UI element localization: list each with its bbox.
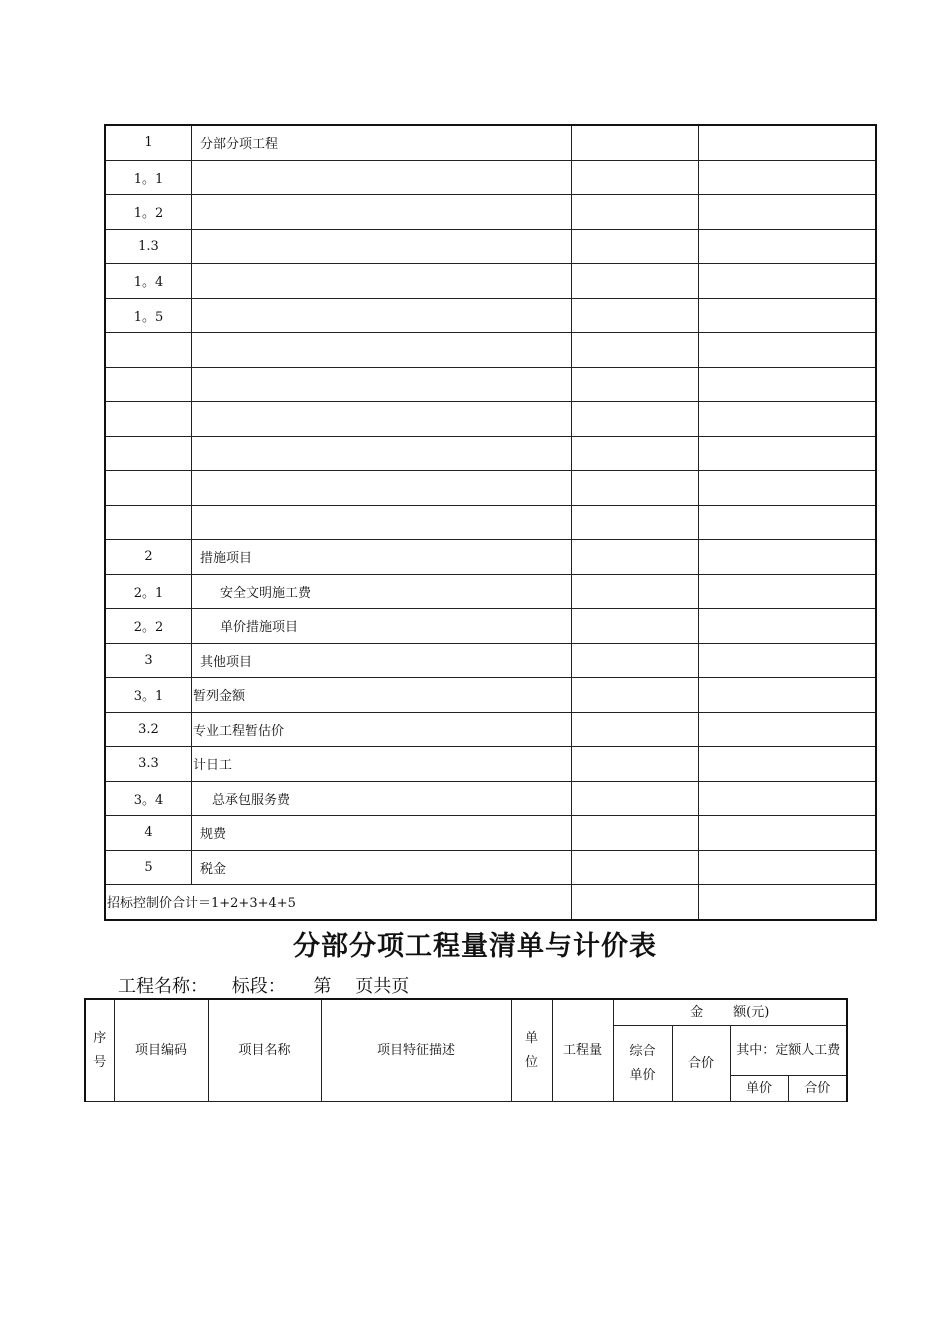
summary-row-number: 1。5 [105,298,192,333]
summary-row [105,781,876,816]
summary-row-name [192,195,572,230]
summary-row-number: 2。2 [105,609,192,644]
summary-row-cell-a [572,125,699,160]
summary-row-number: 3.3 [105,747,192,782]
header-unit-price [613,1026,672,1102]
header-name: 项目名称 [208,999,321,1102]
summary-row-name: 计日工 [192,747,572,782]
summary-row [105,367,876,402]
summary-row-cell-a [572,540,699,575]
header-labor-group [730,1026,847,1076]
bill-meta [118,972,431,998]
summary-row-cell-b [699,333,877,368]
summary-row-cell-a [572,850,699,885]
header-amount-left: 金 [690,1004,704,1020]
summary-row-cell-b [699,195,877,230]
summary-row-number: 1。4 [105,264,192,299]
summary-row-name: 单价措施项目 [192,609,572,644]
header-qty: 工程量 [552,999,613,1102]
summary-row-name: 税金 [192,850,572,885]
summary-row-cell-b [699,574,877,609]
summary-row-cell-b [699,505,877,540]
summary-row-cell-b [699,712,877,747]
header-seq-text: 序号 [93,1030,107,1070]
summary-row-cell-a [572,712,699,747]
summary-row [105,643,876,678]
summary-row [105,402,876,437]
header-labor-total: 合价 [788,1076,847,1102]
summary-row-number: 3。4 [105,781,192,816]
summary-row-cell-b [699,678,877,713]
summary-row-number [105,505,192,540]
summary-row-number: 3.2 [105,712,192,747]
summary-row-number [105,333,192,368]
summary-row [105,609,876,644]
summary-row-cell-b [699,298,877,333]
summary-row-name: 暂列金额 [192,678,572,713]
summary-row-name: 安全文明施工费 [192,574,572,609]
summary-row-name [192,160,572,195]
summary-row-number: 4 [105,816,192,851]
summary-row-number [105,367,192,402]
summary-row [105,505,876,540]
summary-row-cell-b [699,264,877,299]
summary-row-cell-a [572,298,699,333]
summary-total-label: 招标控制价合计＝1+2+3+4+5 [105,885,572,920]
summary-row [105,540,876,575]
summary-row-name [192,264,572,299]
summary-row-cell-a [572,229,699,264]
summary-row [105,816,876,851]
summary-row [105,574,876,609]
bill-header-table [84,998,848,1102]
summary-row-name [192,505,572,540]
header-total: 合价 [672,1026,730,1102]
summary-row-name [192,333,572,368]
summary-row-cell-a [572,436,699,471]
summary-row-number: 5 [105,850,192,885]
summary-row-cell-b [699,436,877,471]
summary-row-name [192,436,572,471]
summary-table [104,124,877,921]
summary-row-cell-b [699,643,877,678]
summary-row-number: 2 [105,540,192,575]
summary-row [105,471,876,506]
header-labor-unit-price: 单价 [730,1076,788,1102]
summary-row-number [105,402,192,437]
summary-row [105,333,876,368]
header-unit [511,999,552,1102]
summary-row-number [105,436,192,471]
summary-row-cell-a [572,505,699,540]
summary-row [105,747,876,782]
header-amount-right: 额(元) [733,1004,770,1020]
summary-row [105,195,876,230]
summary-row-cell-a [572,747,699,782]
header-code: 项目编码 [114,999,208,1102]
summary-row-cell-a [572,471,699,506]
summary-row-number: 2。1 [105,574,192,609]
summary-row-name [192,367,572,402]
header-desc: 项目特征描述 [321,999,511,1102]
summary-row-cell-a [572,402,699,437]
summary-row-name [192,229,572,264]
summary-total-cell-a [572,885,699,920]
summary-row-cell-a [572,609,699,644]
summary-row-number: 1。1 [105,160,192,195]
summary-row-cell-a [572,574,699,609]
summary-row-number: 1.3 [105,229,192,264]
summary-row-name: 其他项目 [192,643,572,678]
summary-row-cell-b [699,402,877,437]
project-name-label: 工程名称： [118,976,208,997]
summary-row-cell-a [572,264,699,299]
summary-row-name: 总承包服务费 [192,781,572,816]
summary-total-row [105,885,876,920]
header-amount [613,999,847,1026]
summary-row-number: 1。2 [105,195,192,230]
summary-row-name: 专业工程暂估价 [192,712,572,747]
summary-row [105,125,876,160]
header-unit-price-text: 综合单价 [629,1043,656,1083]
summary-total-cell-b [699,885,877,920]
summary-row [105,436,876,471]
summary-row-cell-b [699,471,877,506]
header-labor-group-text: 其中：定额人工费 [736,1042,841,1058]
summary-table-body [105,125,876,885]
summary-row-cell-b [699,367,877,402]
summary-row [105,712,876,747]
summary-row-cell-a [572,195,699,230]
summary-row-cell-a [572,643,699,678]
summary-row-name: 规费 [192,816,572,851]
summary-row [105,264,876,299]
summary-row-cell-b [699,609,877,644]
summary-row-cell-a [572,333,699,368]
header-seq [85,999,114,1102]
summary-row-cell-b [699,229,877,264]
summary-row [105,160,876,195]
summary-row-cell-a [572,781,699,816]
summary-row-number: 3 [105,643,192,678]
page-suffix: 页共页 [355,976,410,997]
summary-row [105,298,876,333]
summary-row-cell-b [699,781,877,816]
summary-row-name [192,402,572,437]
summary-row-cell-a [572,367,699,402]
summary-row-cell-b [699,850,877,885]
summary-row-number [105,471,192,506]
summary-row-cell-b [699,540,877,575]
summary-row [105,850,876,885]
summary-row-cell-b [699,747,877,782]
summary-row-name: 措施项目 [192,540,572,575]
summary-row-cell-a [572,678,699,713]
summary-row-name: 分部分项工程 [192,125,572,160]
summary-row-name [192,298,572,333]
section-label: 标段： [231,976,286,997]
summary-row-cell-b [699,160,877,195]
summary-row-cell-b [699,816,877,851]
summary-row-number: 3。1 [105,678,192,713]
header-unit-text: 单位 [524,1030,538,1070]
page-title: 分部分项工程量清单与计价表 [293,931,657,962]
summary-row-cell-a [572,160,699,195]
summary-row-number: 1 [105,125,192,160]
summary-row-cell-a [572,816,699,851]
summary-row-cell-b [699,125,877,160]
summary-row [105,678,876,713]
page-prefix: 第 [313,976,332,997]
summary-row-name [192,471,572,506]
summary-row [105,229,876,264]
